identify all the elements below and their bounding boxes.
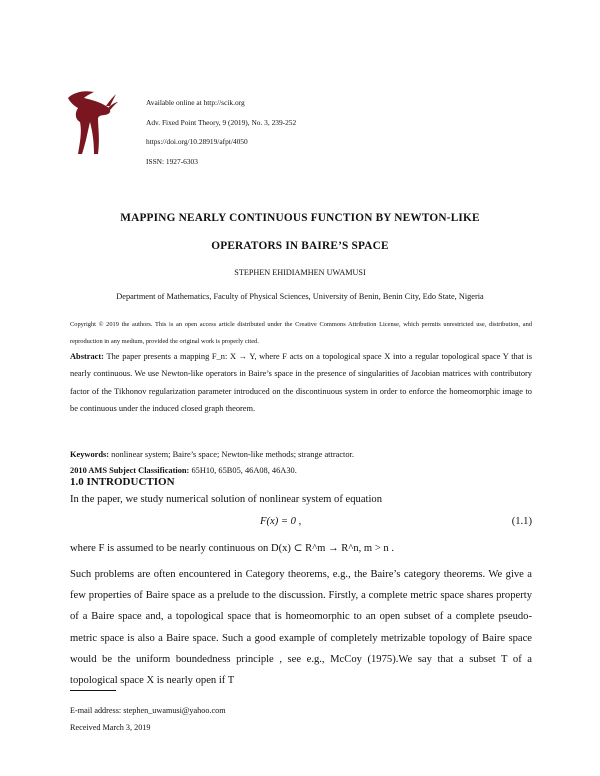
ams-codes: 65H10, 65B05, 46A08, 46A30. — [191, 466, 297, 475]
paper-title-line-1: MAPPING NEARLY CONTINUOUS FUNCTION BY NEWTON-LIKE — [120, 212, 480, 224]
ams-classification — [70, 466, 297, 475]
equation-expression: F(x) = 0 , — [260, 516, 302, 527]
copyright-notice: Copyright © 2019 the authors. This is an open access article distributed under the Creative Commons Attribution License, which permits unrestricted use, distribution, and reproduction in any medium, provided the original work is properly cited. — [70, 321, 532, 345]
where-clause: where F is assumed to be nearly continuous on D(x) ⊂ R^m → R^n, m > n . — [70, 543, 395, 554]
body-paragraph: Such problems are often encountered in Category theorems, e.g., the Baire’s category theorems. We give a few properties of Baire space as a prelude to the discussion. Firstly, a complete metric space shares property of a Baire space and, a topological space that is homeomorphic to an open subset of a complete pseudo-metric space is also a Baire space. Such a good example of completely metrizable topology of Baire space would be the uniform boundedness principle , see e.g., McCoy (1975).We say that a subset T of a topological space X is nearly open if T — [70, 569, 532, 687]
abstract-label: Abstract: — [70, 352, 104, 361]
keywords-label: Keywords: — [70, 450, 110, 459]
intro-paragraph: In the paper, we study numerical solution of nonlinear system of equation — [70, 494, 383, 505]
issn-line: ISSN: 1927-6303 — [146, 156, 198, 166]
journal-metadata — [146, 93, 296, 171]
citation-line: Adv. Fixed Point Theory, 9 (2019), No. 3, 239-252 — [146, 117, 297, 127]
author-name: STEPHEN EHIDIAMHEN UWAMUSI — [234, 268, 366, 277]
paper-title-line-2: OPERATORS IN BAIRE’S SPACE — [211, 240, 389, 252]
section-heading: 1.0 INTRODUCTION — [70, 476, 175, 488]
doi-line: https://doi.org/10.28919/afpt/4050 — [146, 137, 248, 146]
availability-line: Available online at http://scik.org — [146, 98, 245, 107]
abstract-text: The paper presents a mapping F_n: X → Y, where F acts on a topological space X into a regular topological space Y that is nearly continuous. We use Newton-like operators in Baire’s space in the presence of singularities of Jacobian matrices with contributory factor of the Tikhonov regularization parameter introduced on the discontinuous system in order to enforce the homeomorphic image to be continuous under the induced closed graph theorem. — [70, 352, 533, 414]
keywords-text: nonlinear system; Baire’s space; Newton-like methods; strange attractor. — [111, 450, 354, 459]
abstract — [70, 348, 532, 418]
author-affiliation: Department of Mathematics, Faculty of Physical Sciences, University of Benin, Benin City, Edo State, Nigeria — [116, 292, 484, 301]
footnote-email: E-mail address: stephen_uwamusi@yahoo.com — [70, 706, 226, 715]
ams-label: 2010 AMS Subject Classification: — [70, 466, 190, 475]
journal-logo-icon — [64, 88, 118, 160]
footnote-divider — [70, 690, 116, 691]
equation-number: (1.1) — [511, 516, 532, 527]
keywords — [70, 450, 354, 459]
footnote-received: Received March 3, 2019 — [70, 723, 151, 732]
